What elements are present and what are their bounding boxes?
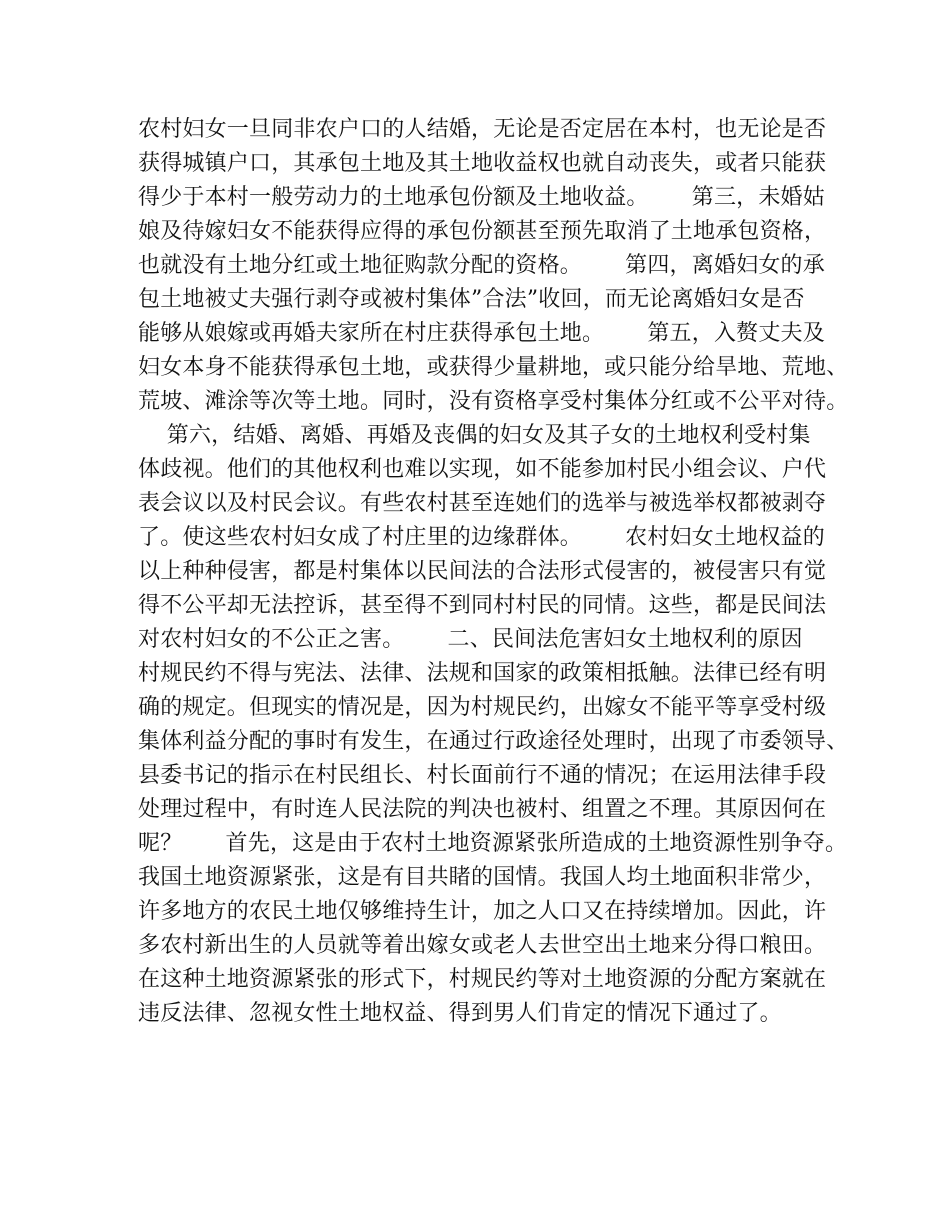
text-line: 包土地被丈夫强行剥夺或被村集体”合法”收回，而无论离婚妇女是否 [138,287,805,312]
text-line: 许多地方的农民土地仅够维持生计，加之人口又在持续增加。因此，许 [138,899,827,924]
body-text [138,113,849,1031]
text-line: 了。使这些农村妇女成了村庄里的边缘群体。 农村妇女土地权益的 [138,525,825,550]
text-line: 呢？ 首先，这是由于农村土地资源紧张所造成的土地资源性别争夺。 [138,831,848,856]
text-line: 娘及待嫁妇女不能获得应得的承包份额甚至预先取消了土地承包资格， [138,219,827,244]
text-line: 获得城镇户口，其承包土地及其土地收益权也就自动丧失，或者只能获 [138,151,827,176]
text-line: 得少于本村一般劳动力的土地承包份额及土地收益。 第三，未婚姑 [138,185,825,210]
text-line: 得不公平却无法控诉，甚至得不到同村村民的同情。这些，都是民间法 [138,593,827,618]
text-line: 确的规定。但现实的情况是，因为村规民约，出嫁女不能平等享受村级 [138,695,827,720]
text-line: 以上种种侵害，都是村集体以民间法的合法形式侵害的，被侵害只有觉 [138,559,827,584]
text-line: 妇女本身不能获得承包土地，或获得少量耕地，或只能分给旱地、荒地、 [138,355,849,380]
text-line: 体歧视。他们的其他权利也难以实现，如不能参加村民小组会议、户代 [138,457,827,482]
text-line: 违反法律、忽视女性土地权益、得到男人们肯定的情况下通过了。 [138,1001,782,1026]
text-line: 村规民约不得与宪法、法律、法规和国家的政策相抵触。法律已经有明 [138,661,827,686]
text-line: 我国土地资源紧张，这是有目共睹的国情。我国人均土地面积非常少， [138,865,827,890]
text-line: 县委书记的指示在村民组长、村长面前行不通的情况；在运用法律手段 [138,763,827,788]
text-line: 也就没有土地分红或土地征购款分配的资格。 第四，离婚妇女的承 [138,253,825,278]
text-line: 多农村新出生的人员就等着出嫁女或老人去世空出土地来分得口粮田。 [138,933,827,958]
text-line: 第六，结婚、离婚、再婚及丧偶的妇女及其子女的土地权利受村集 [138,423,811,448]
text-line: 处理过程中，有时连人民法院的判决也被村、组置之不理。其原因何在 [138,797,827,822]
text-line: 对农村妇女的不公正之害。 二、民间法危害妇女土地权利的原因 [138,627,803,652]
text-line: 农村妇女一旦同非农户口的人结婚，无论是否定居在本村，也无论是否 [138,117,827,142]
text-line: 集体利益分配的事时有发生，在通过行政途径处理时，出现了市委领导、 [138,729,849,754]
text-line: 表会议以及村民会议。有些农村甚至连她们的选举与被选举权都被剥夺 [138,491,827,516]
text-line: 能够从娘嫁或再婚夫家所在村庄获得承包土地。 第五，入赘丈夫及 [138,321,825,346]
text-line: 在这种土地资源紧张的形式下，村规民约等对土地资源的分配方案就在 [138,967,827,992]
text-line: 荒坡、滩涂等次等土地。同时，没有资格享受村集体分红或不公平对待。 [138,389,849,414]
